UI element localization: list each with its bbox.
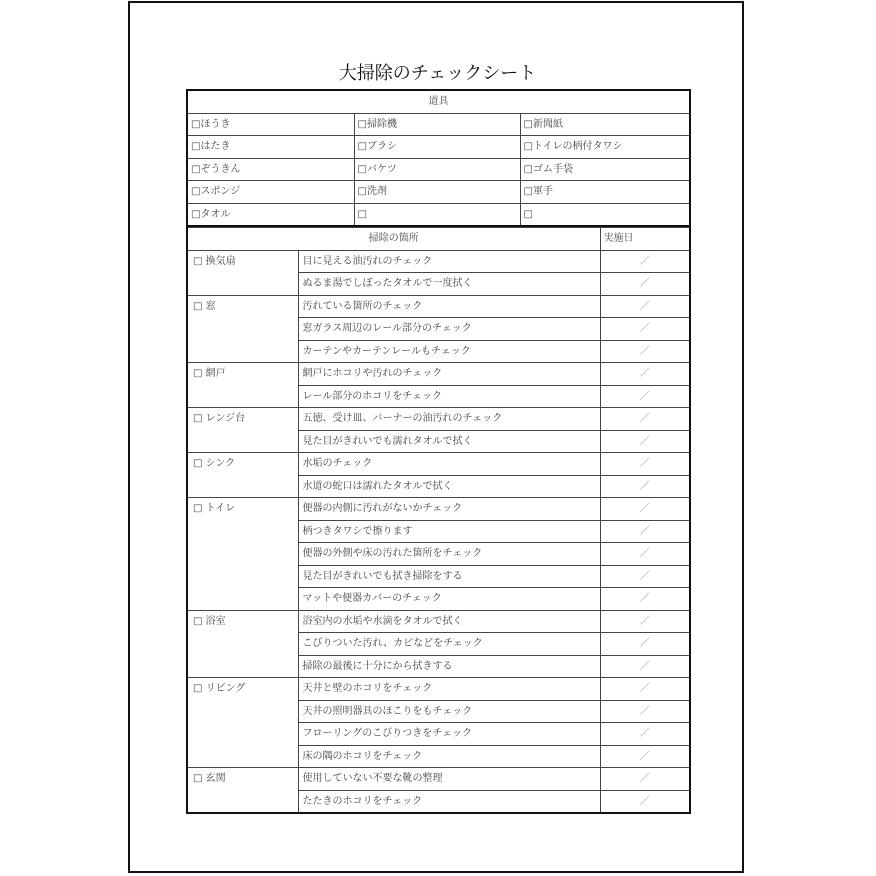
tool-item[interactable]: □ [354,203,520,226]
task-text: 使用していない不要な靴の整理 [298,768,600,791]
task-text: カーテンやカーテンレールもチェック [298,340,600,363]
task-text: 水垢のチェック [298,453,600,476]
date-cell[interactable]: ／ [600,588,690,611]
area-name[interactable]: □ シンク [187,453,298,498]
task-text: 天井と壁のホコリをチェック [298,678,600,701]
area-name[interactable]: □ レンジ台 [187,408,298,453]
areas-table [186,227,691,814]
date-cell[interactable]: ／ [600,408,690,431]
tool-item[interactable]: □ブラシ [354,136,520,159]
tool-item[interactable]: □スポンジ [187,181,354,204]
task-text: 便器の外側や床の汚れた箇所をチェック [298,543,600,566]
task-text: 網戸にホコリや汚れのチェック [298,363,600,386]
date-cell[interactable]: ／ [600,363,690,386]
task-text: フローリングのこびりつきをチェック [298,723,600,746]
date-cell[interactable]: ／ [600,430,690,453]
task-text: 五徳、受け皿、バーナーの油汚れのチェック [298,408,600,431]
tools-row [187,181,690,204]
tool-item[interactable]: □トイレの柄付タワシ [520,136,690,159]
tools-row [187,113,690,136]
task-text: 掃除の最後に十分にから拭きする [298,655,600,678]
area-name[interactable]: □ 玄関 [187,768,298,814]
tool-item[interactable]: □ぞうきん [187,158,354,181]
task-text: 天井の照明器具のほこりをもチェック [298,700,600,723]
date-cell[interactable]: ／ [600,273,690,296]
checksheet [186,89,689,814]
tool-item[interactable]: □軍手 [520,181,690,204]
area-name[interactable]: □ リビング [187,678,298,768]
task-row [187,295,690,318]
areas-header-place: 掃除の箇所 [187,228,600,251]
tool-item[interactable]: □ほうき [187,113,354,136]
tools-row [187,203,690,226]
tool-item[interactable]: □バケツ [354,158,520,181]
date-cell[interactable]: ／ [600,633,690,656]
date-cell[interactable]: ／ [600,678,690,701]
date-cell[interactable]: ／ [600,475,690,498]
date-cell[interactable]: ／ [600,543,690,566]
task-row [187,678,690,701]
tool-item[interactable]: □タオル [187,203,354,226]
task-text: 汚れている箇所のチェック [298,295,600,318]
date-cell[interactable]: ／ [600,565,690,588]
task-text: 水道の蛇口は濡れたタオルで拭く [298,475,600,498]
date-cell[interactable]: ／ [600,295,690,318]
date-cell[interactable]: ／ [600,745,690,768]
task-text: 見た目がきれいでも濡れタオルで拭く [298,430,600,453]
date-cell[interactable]: ／ [600,498,690,521]
date-cell[interactable]: ／ [600,768,690,791]
task-text: 便器の内側に汚れがないかチェック [298,498,600,521]
task-row [187,610,690,633]
task-row [187,408,690,431]
task-row [187,498,690,521]
tools-row [187,136,690,159]
area-name[interactable]: □ 網戸 [187,363,298,408]
task-row [187,768,690,791]
task-text: 浴室内の水垢や水滴をタオルで拭く [298,610,600,633]
page-title: 大掃除のチェックシート [338,63,537,84]
date-cell[interactable]: ／ [600,790,690,813]
task-text: 床の隅のホコリをチェック [298,745,600,768]
task-text: 柄つきタワシで擦ります [298,520,600,543]
tool-item[interactable]: □掃除機 [354,113,520,136]
task-text: 見た目がきれいでも拭き掃除をする [298,565,600,588]
tool-item[interactable]: □新聞紙 [520,113,690,136]
areas-header-date: 実施日 [600,228,690,251]
tool-item[interactable]: □ゴム手袋 [520,158,690,181]
area-name[interactable]: □ 窓 [187,295,298,363]
task-row [187,363,690,386]
area-name[interactable]: □ トイレ [187,498,298,611]
date-cell[interactable]: ／ [600,723,690,746]
tool-item[interactable]: □洗剤 [354,181,520,204]
tools-header: 道具 [187,90,690,113]
task-text: ぬるま湯でしぼったタオルで一度拭く [298,273,600,296]
task-text: 窓ガラス周辺のレール部分のチェック [298,318,600,341]
date-cell[interactable]: ／ [600,453,690,476]
date-cell[interactable]: ／ [600,520,690,543]
date-cell[interactable]: ／ [600,340,690,363]
tool-item[interactable]: □ [520,203,690,226]
area-name[interactable]: □ 浴室 [187,610,298,678]
date-cell[interactable]: ／ [600,385,690,408]
tools-row [187,158,690,181]
task-row [187,453,690,476]
area-name[interactable]: □ 換気扇 [187,250,298,295]
task-text: 目に見える油汚れのチェック [298,250,600,273]
task-text: こびりついた汚れ、カビなどをチェック [298,633,600,656]
date-cell[interactable]: ／ [600,610,690,633]
date-cell[interactable]: ／ [600,700,690,723]
date-cell[interactable]: ／ [600,250,690,273]
tool-item[interactable]: □はたき [187,136,354,159]
date-cell[interactable]: ／ [600,318,690,341]
task-row [187,250,690,273]
tools-table [186,89,691,227]
task-text: レール部分のホコリをチェック [298,385,600,408]
task-text: たたきのホコリをチェック [298,790,600,813]
task-text: マットや便器カバーのチェック [298,588,600,611]
date-cell[interactable]: ／ [600,655,690,678]
